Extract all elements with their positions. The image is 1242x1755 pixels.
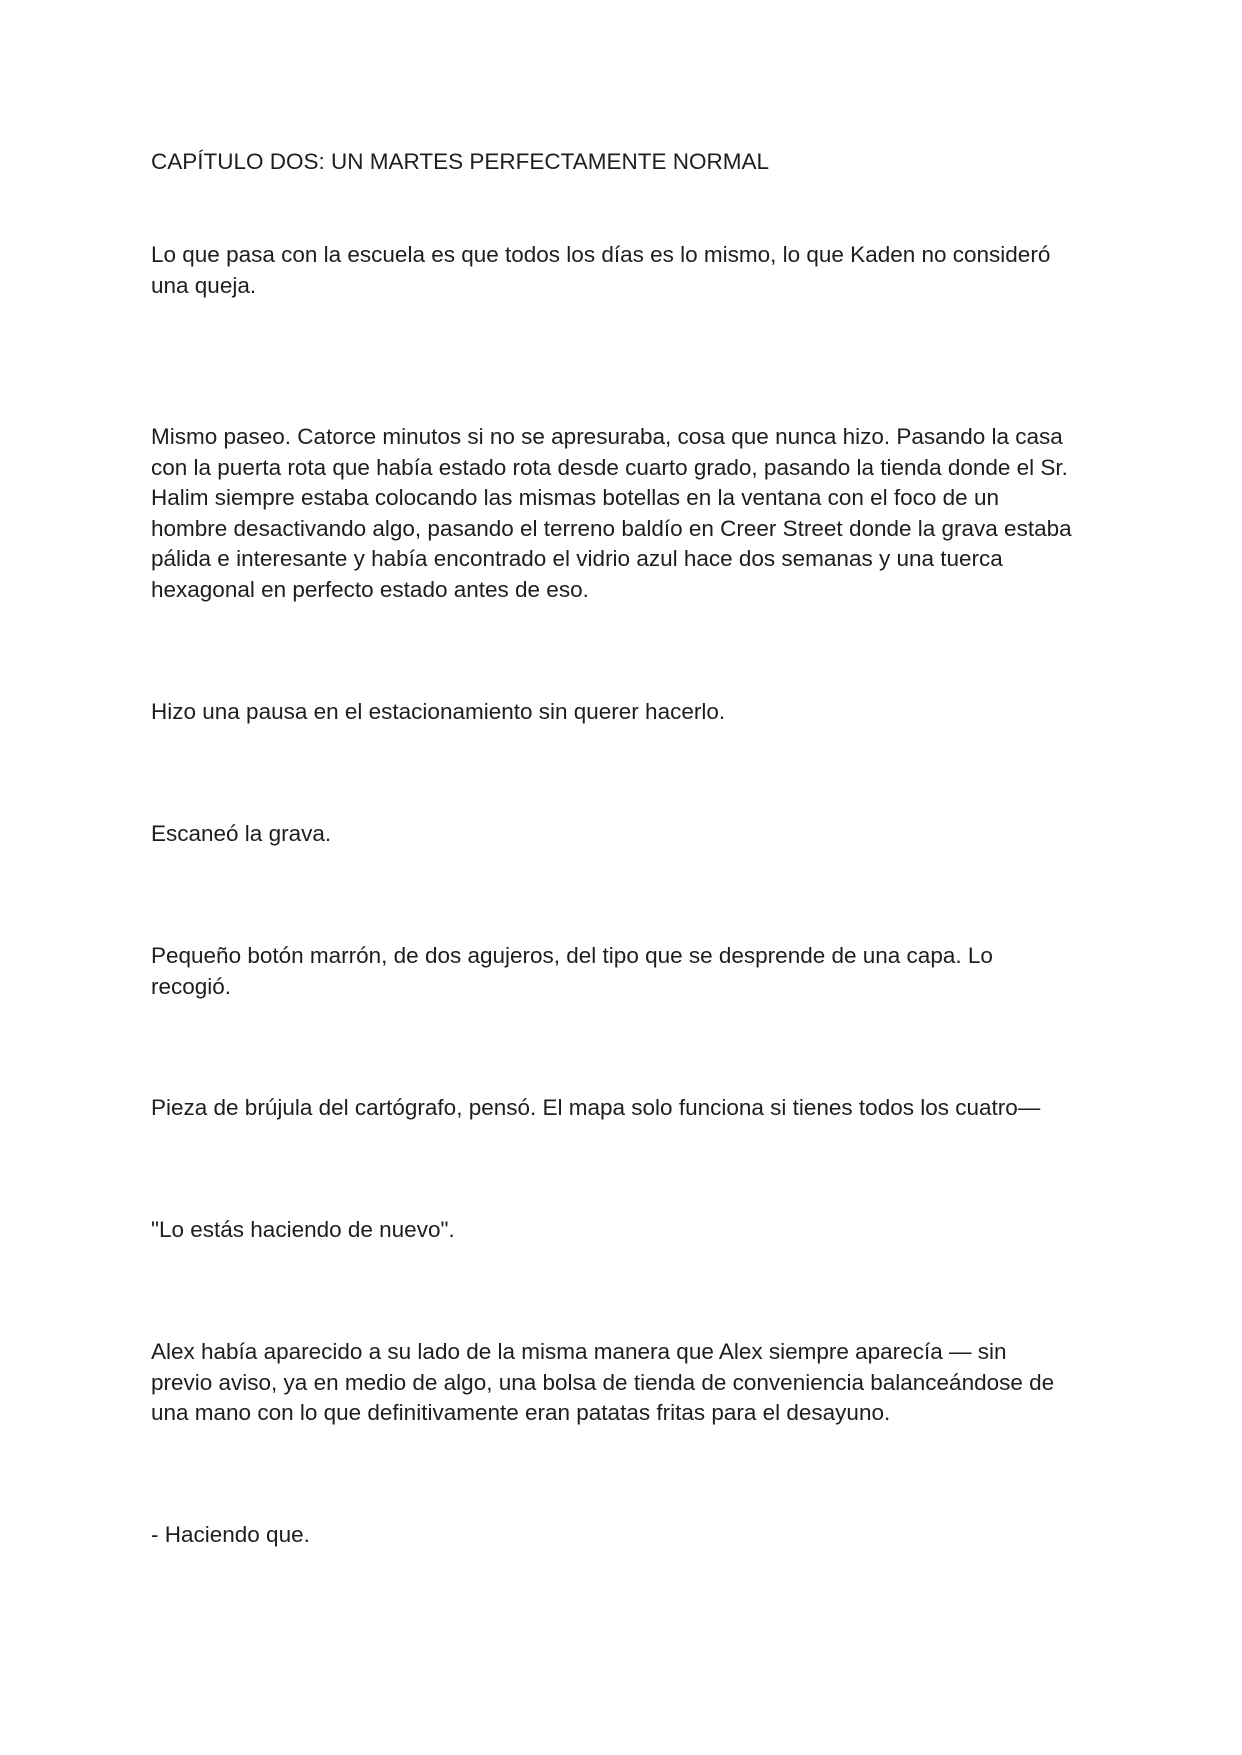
paragraph-4 (151, 819, 1101, 850)
paragraph-line: - Haciendo que. (151, 1522, 310, 1547)
paragraph-5 (151, 941, 1101, 1002)
paragraph-line: Pieza de brújula del cartógrafo, pensó. El mapa solo funciona si tienes todos los cuatro— (151, 1095, 1041, 1120)
paragraph-line: una queja. (151, 272, 257, 298)
paragraph-line: Hizo una pausa en el estacionamiento sin querer hacerlo. (151, 699, 726, 724)
paragraph-line: Mismo paseo. Catorce minutos si no se apresuraba, cosa que nunca hizo. Pasando la casa (151, 424, 1063, 449)
paragraph-line: hombre desactivando algo, pasando el terreno baldío en Creer Street donde la grava estaba (151, 515, 1072, 541)
paragraph-7 (151, 1215, 1101, 1246)
paragraph-line: recogió. (151, 973, 232, 999)
paragraph-1 (151, 240, 1101, 301)
paragraph-6 (151, 1093, 1101, 1124)
paragraph-line: "Lo estás haciendo de nuevo". (151, 1217, 455, 1242)
chapter-title-text: CAPÍTULO DOS: UN MARTES PERFECTAMENTE NORMAL (151, 149, 769, 174)
paragraph-line: Alex había aparecido a su lado de la misma manera que Alex siempre aparecía — sin (151, 1339, 1007, 1364)
paragraph-2 (151, 422, 1101, 605)
paragraph-line: Halim siempre estaba colocando las mismas botellas en la ventana con el foco de un (151, 485, 999, 510)
chapter-title (151, 147, 1101, 178)
paragraph-line: Lo que pasa con la escuela es que todos los días es lo mismo, lo que Kaden no consideró (151, 242, 1051, 267)
paragraph-9 (151, 1520, 1101, 1551)
paragraph-8 (151, 1337, 1101, 1429)
paragraph-line: Escaneó la grava. (151, 821, 332, 846)
paragraph-line: una mano con lo que definitivamente eran patatas fritas para el desayuno. (151, 1400, 891, 1425)
paragraph-line: pálida e interesante y había encontrado el vidrio azul hace dos semanas y una tuerca (151, 546, 1003, 571)
paragraph-3 (151, 697, 1101, 728)
paragraph-line: con la puerta rota que había estado rota desde cuarto grado, pasando la tienda donde el Sr. (151, 454, 1068, 480)
paragraph-line: previo aviso, ya en medio de algo, una bolsa de tienda de conveniencia balanceándose de (151, 1369, 1055, 1395)
paragraph-line: hexagonal en perfecto estado antes de eso. (151, 576, 589, 602)
paragraph-line: Pequeño botón marrón, de dos agujeros, del tipo que se desprende de una capa. Lo (151, 943, 993, 968)
